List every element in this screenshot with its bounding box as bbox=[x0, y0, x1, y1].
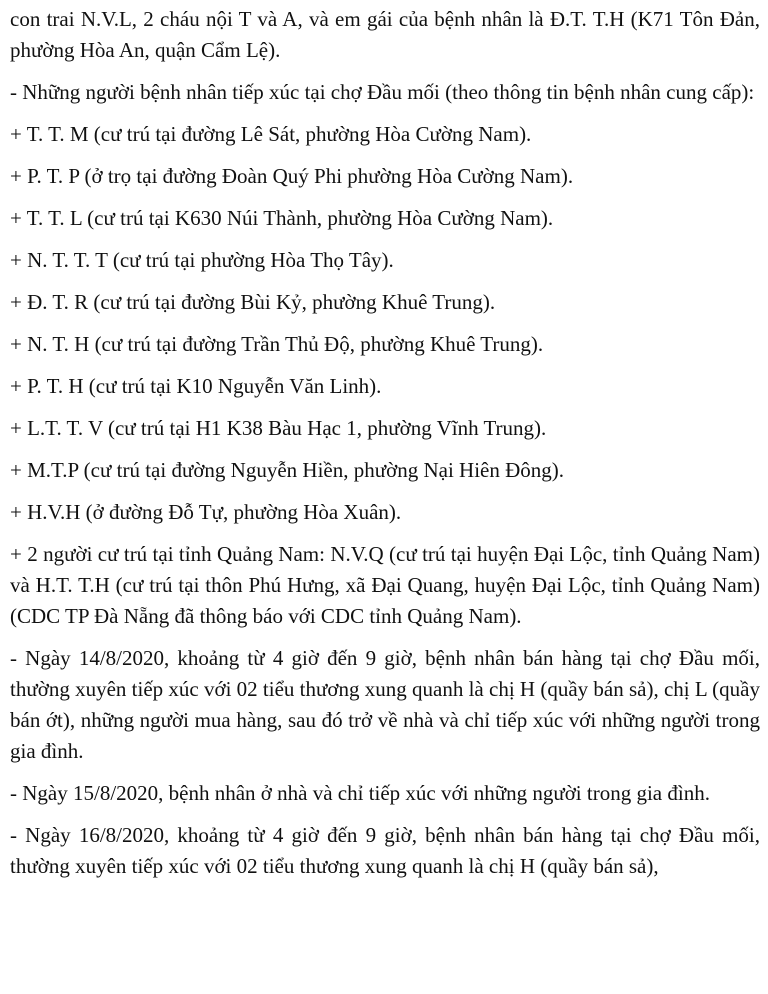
contact-item: + P. T. P (ở trọ tại đường Đoàn Quý Phi phường Hòa Cường Nam). bbox=[10, 164, 574, 188]
contact-item: + H.V.H (ở đường Đỗ Tự, phường Hòa Xuân). bbox=[10, 500, 402, 524]
contact-item: + N. T. H (cư trú tại đường Trần Thủ Độ, phường Khuê Trung). bbox=[10, 332, 544, 356]
paragraph-day-15-08: - Ngày 15/8/2020, bệnh nhân ở nhà và chỉ tiếp xúc với những người trong gia đình. bbox=[10, 781, 710, 805]
contact-item: + M.T.P (cư trú tại đường Nguyễn Hiền, phường Nại Hiên Đông). bbox=[10, 458, 565, 482]
paragraph-market-contacts-intro: - Những người bệnh nhân tiếp xúc tại chợ Đầu mối (theo thông tin bệnh nhân cung cấp): bbox=[10, 80, 755, 104]
paragraph-day-14-08: - Ngày 14/8/2020, khoảng từ 4 giờ đến 9 giờ, bệnh nhân bán hàng tại chợ Đầu mối, thường xuyên tiếp xúc với 02 tiểu thương xung quanh là chị H (quầy bán sả), chị L (quầy bán ớt), những người mua hàng, sau đó trở về nhà và chỉ tiếp xúc với những người trong gia đình. bbox=[10, 646, 760, 763]
contact-item: + N. T. T. T (cư trú tại phường Hòa Thọ Tây). bbox=[10, 248, 394, 272]
contact-item: + P. T. H (cư trú tại K10 Nguyễn Văn Linh). bbox=[10, 374, 382, 398]
contact-item-quang-nam: + 2 người cư trú tại tỉnh Quảng Nam: N.V.Q (cư trú tại huyện Đại Lộc, tỉnh Quảng Nam) và H.T. T.H (cư trú tại thôn Phú Hưng, xã Đại Quang, huyện Đại Lộc, tỉnh Quảng Nam) (CDC TP Đà Nẵng đã thông báo với CDC tỉnh Quảng Nam). bbox=[10, 542, 760, 628]
contact-item: + T. T. M (cư trú tại đường Lê Sát, phường Hòa Cường Nam). bbox=[10, 122, 532, 146]
paragraph-day-16-08: - Ngày 16/8/2020, khoảng từ 4 giờ đến 9 giờ, bệnh nhân bán hàng tại chợ Đầu mối, thường xuyên tiếp xúc với 02 tiểu thương xung quanh là chị H (quầy bán sả), bbox=[10, 823, 760, 878]
contact-item: + Đ. T. R (cư trú tại đường Bùi Kỷ, phường Khuê Trung). bbox=[10, 290, 496, 314]
paragraph-family-contacts: con trai N.V.L, 2 cháu nội T và A, và em gái của bệnh nhân là Đ.T. T.H (K71 Tôn Đản, phường Hòa An, quận Cẩm Lệ). bbox=[10, 7, 760, 62]
contact-item: + T. T. L (cư trú tại K630 Núi Thành, phường Hòa Cường Nam). bbox=[10, 206, 554, 230]
contact-item: + L.T. T. V (cư trú tại H1 K38 Bàu Hạc 1, phường Vĩnh Trung). bbox=[10, 416, 547, 440]
